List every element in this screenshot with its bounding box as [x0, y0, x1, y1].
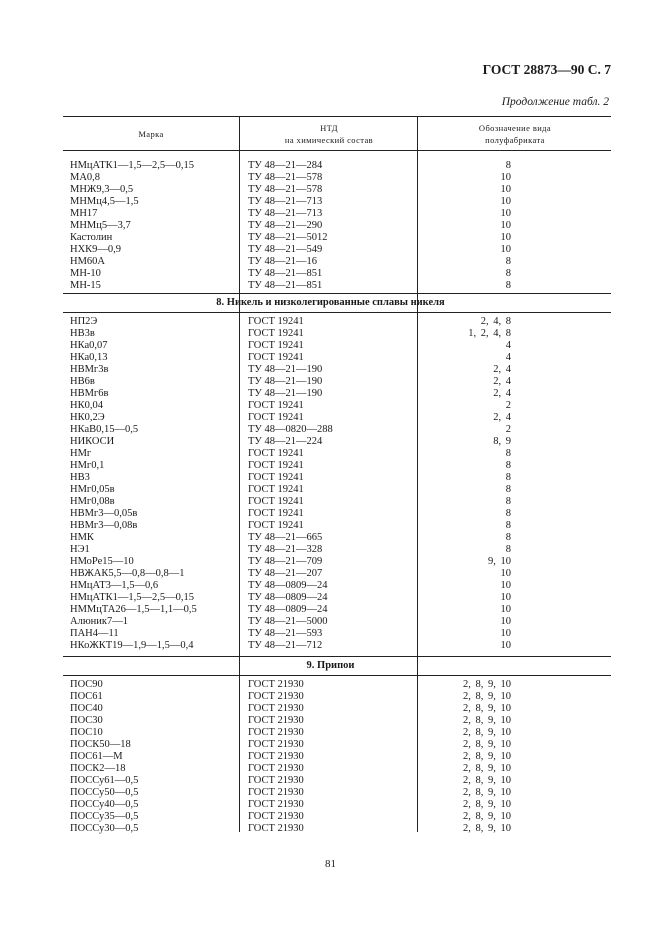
ntd-cell: ГОСТ 19241	[248, 400, 304, 411]
grade-cell: МНМц4,5—1,5	[70, 196, 139, 207]
grade-cell: ПОССу50—0,5	[70, 787, 139, 798]
table-row	[0, 508, 661, 520]
grade-cell: НМ60А	[70, 256, 106, 267]
table-row	[0, 280, 661, 292]
designation-cell: 8	[505, 268, 511, 279]
grade-cell: ПОССу40—0,5	[70, 799, 139, 810]
ntd-cell: ТУ 48—21—665	[248, 532, 323, 543]
designation-cell: 10	[500, 640, 511, 651]
ntd-cell: ГОСТ 19241	[248, 448, 304, 459]
ntd-cell: ТУ 48—21—190	[248, 364, 323, 375]
grade-cell: ПОС90	[70, 679, 103, 690]
table-row	[0, 376, 661, 388]
table-row	[0, 811, 661, 823]
designation-cell: 8	[505, 508, 511, 519]
table-row	[0, 472, 661, 484]
grade-cell: НМоРе15—10	[70, 556, 134, 567]
grade-cell: НМцАТ3—1,5—0,6	[70, 580, 159, 591]
grade-cell: НКа0,13	[70, 352, 108, 363]
grade-cell: ПОССу35—0,5	[70, 811, 139, 822]
designation-cell: 10	[500, 580, 511, 591]
designation-cell: 8	[505, 544, 511, 555]
ntd-cell: ТУ 48—21—224	[248, 436, 323, 447]
column-header-designation-line1: Обозначение вида	[478, 122, 552, 133]
designation-cell: 2, 8, 9, 10	[463, 679, 511, 690]
grade-cell: НМг0,05в	[70, 484, 115, 495]
designation-cell: 8	[505, 448, 511, 459]
grade-cell: ПОССу61—0,5	[70, 775, 139, 786]
ntd-cell: ТУ 48—21—713	[248, 196, 323, 207]
ntd-cell: ТУ 48—21—593	[248, 628, 323, 639]
ntd-cell: ТУ 48—21—578	[248, 172, 323, 183]
grade-cell: НВМг3—0,05в	[70, 508, 138, 519]
grade-cell: НМг0,08в	[70, 496, 115, 507]
table-row	[0, 751, 661, 763]
table-row	[0, 244, 661, 256]
ntd-cell: ТУ 48—21—549	[248, 244, 323, 255]
grade-cell: МА0,8	[70, 172, 101, 183]
designation-cell: 2, 8, 9, 10	[463, 691, 511, 702]
ntd-cell: ГОСТ 21930	[248, 715, 304, 726]
table-row	[0, 580, 661, 592]
table-header	[63, 116, 611, 151]
table-row	[0, 544, 661, 556]
designation-cell: 8	[505, 472, 511, 483]
ntd-cell: ГОСТ 19241	[248, 340, 304, 351]
table-row	[0, 412, 661, 424]
table-row	[0, 220, 661, 232]
ntd-cell: ГОСТ 19241	[248, 460, 304, 471]
ntd-cell: ГОСТ 21930	[248, 775, 304, 786]
ntd-cell: ГОСТ 19241	[248, 508, 304, 519]
ntd-cell: ГОСТ 21930	[248, 811, 304, 822]
section-divider-bottom	[63, 675, 611, 676]
grade-cell: НМг	[70, 448, 92, 459]
designation-cell: 1, 2, 4, 8	[468, 328, 511, 339]
grade-cell: НВМг3—0,08в	[70, 520, 138, 531]
designation-cell: 8, 9	[493, 436, 511, 447]
designation-cell: 8	[505, 280, 511, 291]
page-number: 81	[325, 858, 336, 870]
grade-cell: НМцАТК1—1,5—2,5—0,15	[70, 160, 194, 171]
grade-cell: НП2Э	[70, 316, 98, 327]
table-row	[0, 268, 661, 280]
table-row	[0, 616, 661, 628]
column-header-marka-text: Марка	[138, 128, 164, 139]
ntd-cell: ТУ 48—0809—24	[248, 604, 328, 615]
designation-cell: 2, 8, 9, 10	[463, 715, 511, 726]
grade-cell: МН17	[70, 208, 98, 219]
ntd-cell: ГОСТ 21930	[248, 739, 304, 750]
ntd-cell: ГОСТ 21930	[248, 763, 304, 774]
table-row	[0, 715, 661, 727]
ntd-cell: ТУ 48—21—207	[248, 568, 323, 579]
grade-cell: НВМг3в	[70, 364, 109, 375]
designation-cell: 8	[505, 484, 511, 495]
table-row	[0, 184, 661, 196]
designation-cell: 2, 8, 9, 10	[463, 751, 511, 762]
table-row	[0, 592, 661, 604]
table-row	[0, 568, 661, 580]
column-header-designation-line2: полуфабриката	[485, 134, 545, 145]
table-row	[0, 388, 661, 400]
grade-cell: ПОС61—М	[70, 751, 123, 762]
table-row	[0, 328, 661, 340]
grade-cell: НВ6в	[70, 376, 95, 387]
ntd-cell: ГОСТ 21930	[248, 751, 304, 762]
ntd-cell: ГОСТ 19241	[248, 352, 304, 363]
grade-cell: НХК9—0,9	[70, 244, 122, 255]
ntd-cell: ТУ 48—21—578	[248, 184, 323, 195]
table-row	[0, 532, 661, 544]
table-row	[0, 160, 661, 172]
ntd-cell: ТУ 48—21—851	[248, 280, 323, 291]
designation-cell: 2, 8, 9, 10	[463, 739, 511, 750]
grade-cell: НМг0,1	[70, 460, 105, 471]
designation-cell: 10	[500, 172, 511, 183]
ntd-cell: ГОСТ 19241	[248, 412, 304, 423]
ntd-cell: ГОСТ 21930	[248, 799, 304, 810]
grade-cell: НК0,2Э	[70, 412, 105, 423]
ntd-cell: ТУ 48—21—851	[248, 268, 323, 279]
designation-cell: 2, 8, 9, 10	[463, 727, 511, 738]
table-row	[0, 256, 661, 268]
grade-cell: МН-10	[70, 268, 101, 279]
table-row	[0, 679, 661, 691]
table-row	[0, 628, 661, 640]
designation-cell: 4	[505, 340, 511, 351]
table-row	[0, 340, 661, 352]
grade-cell: ПАН4—11	[70, 628, 119, 639]
table-row	[0, 172, 661, 184]
ntd-cell: ТУ 48—21—16	[248, 256, 317, 267]
designation-cell: 2, 8, 9, 10	[463, 799, 511, 810]
designation-cell: 10	[500, 568, 511, 579]
designation-cell: 2, 4	[493, 364, 511, 375]
grade-cell: НИКОСИ	[70, 436, 115, 447]
column-header-ntd-line2: на химический состав	[284, 134, 374, 145]
table-row	[0, 436, 661, 448]
ntd-cell: ГОСТ 19241	[248, 472, 304, 483]
ntd-cell: ГОСТ 19241	[248, 484, 304, 495]
column-header-marka	[63, 117, 239, 150]
grade-cell: НЭ1	[70, 544, 90, 555]
designation-cell: 2	[505, 400, 511, 411]
section-divider-top	[63, 293, 611, 294]
designation-cell: 10	[500, 628, 511, 639]
table-row	[0, 763, 661, 775]
designation-cell: 9, 10	[488, 556, 511, 567]
section-title-nickel: 8. Никель и низколегированные сплавы никеля	[216, 297, 445, 308]
table-row	[0, 496, 661, 508]
table-row	[0, 232, 661, 244]
designation-cell: 8	[505, 256, 511, 267]
designation-cell: 10	[500, 604, 511, 615]
page-header: ГОСТ 28873—90 С. 7	[482, 62, 611, 77]
table-row	[0, 364, 661, 376]
designation-cell: 10	[500, 232, 511, 243]
ntd-cell: ТУ 48—0809—24	[248, 580, 328, 591]
table-continuation-label: Продолжение табл. 2	[501, 96, 609, 108]
table-row	[0, 424, 661, 436]
grade-cell: МН-15	[70, 280, 101, 291]
designation-cell: 2, 8, 9, 10	[463, 823, 511, 834]
table-row	[0, 823, 661, 835]
ntd-cell: ТУ 48—21—713	[248, 208, 323, 219]
grade-cell: ПОС40	[70, 703, 103, 714]
ntd-cell: ГОСТ 21930	[248, 691, 304, 702]
grade-cell: НВ3	[70, 472, 90, 483]
table-row	[0, 484, 661, 496]
designation-cell: 10	[500, 184, 511, 195]
designation-cell: 2, 4, 8	[480, 316, 511, 327]
designation-cell: 2, 4	[493, 376, 511, 387]
table-row	[0, 196, 661, 208]
grade-cell: НВ3в	[70, 328, 95, 339]
grade-cell: ПОС61	[70, 691, 103, 702]
designation-cell: 8	[505, 520, 511, 531]
column-header-designation	[417, 117, 612, 150]
table-row	[0, 448, 661, 460]
ntd-cell: ТУ 48—21—328	[248, 544, 323, 555]
grade-cell: МНМц5—3,7	[70, 220, 131, 231]
ntd-cell: ГОСТ 21930	[248, 823, 304, 834]
table-row	[0, 703, 661, 715]
grade-cell: НК0,04	[70, 400, 103, 411]
column-header-ntd-line1: НТД	[320, 122, 338, 133]
grade-cell: Кастолин	[70, 232, 113, 243]
table-row	[0, 739, 661, 751]
designation-cell: 2, 8, 9, 10	[463, 763, 511, 774]
section-divider-top	[63, 656, 611, 657]
grade-cell: НКа0,07	[70, 340, 108, 351]
ntd-cell: ГОСТ 21930	[248, 727, 304, 738]
ntd-cell: ТУ 48—21—5000	[248, 616, 328, 627]
designation-cell: 8	[505, 496, 511, 507]
ntd-cell: ГОСТ 19241	[248, 316, 304, 327]
ntd-cell: ГОСТ 21930	[248, 703, 304, 714]
ntd-cell: ГОСТ 19241	[248, 328, 304, 339]
designation-cell: 8	[505, 460, 511, 471]
designation-cell: 2, 8, 9, 10	[463, 787, 511, 798]
grade-cell: НМцАТК1—1,5—2,5—0,15	[70, 592, 194, 603]
table-row	[0, 352, 661, 364]
designation-cell: 10	[500, 220, 511, 231]
grade-cell: ПОС10	[70, 727, 103, 738]
ntd-cell: ГОСТ 21930	[248, 679, 304, 690]
grade-cell: МНЖ9,3—0,5	[70, 184, 134, 195]
designation-cell: 2, 8, 9, 10	[463, 811, 511, 822]
ntd-cell: ТУ 48—21—190	[248, 388, 323, 399]
designation-cell: 10	[500, 592, 511, 603]
designation-cell: 10	[500, 208, 511, 219]
grade-cell: НКоЖКТ19—1,9—1,5—0,4	[70, 640, 194, 651]
designation-cell: 8	[505, 160, 511, 171]
ntd-cell: ТУ 48—21—712	[248, 640, 323, 651]
ntd-cell: ТУ 48—21—709	[248, 556, 323, 567]
designation-cell: 4	[505, 352, 511, 363]
ntd-cell: ГОСТ 19241	[248, 520, 304, 531]
table-row	[0, 775, 661, 787]
table-row	[0, 727, 661, 739]
table-row	[0, 208, 661, 220]
grade-cell: НММцТА26—1,5—1,1—0,5	[70, 604, 197, 615]
ntd-cell: ГОСТ 19241	[248, 496, 304, 507]
grade-cell: НВМг6в	[70, 388, 109, 399]
designation-cell: 8	[505, 532, 511, 543]
designation-cell: 10	[500, 616, 511, 627]
grade-cell: НВЖАК5,5—0,8—0,8—1	[70, 568, 185, 579]
designation-cell: 2, 4	[493, 388, 511, 399]
table-row	[0, 316, 661, 328]
grade-cell: ПОССу30—0,5	[70, 823, 139, 834]
grade-cell: ПОС30	[70, 715, 103, 726]
column-header-ntd	[239, 117, 418, 150]
ntd-cell: ТУ 48—0820—288	[248, 424, 333, 435]
table-row	[0, 460, 661, 472]
ntd-cell: ТУ 48—21—290	[248, 220, 323, 231]
grade-cell: НКаВ0,15—0,5	[70, 424, 139, 435]
grade-cell: НМК	[70, 532, 94, 543]
table-row	[0, 604, 661, 616]
section-title-solders: 9. Припои	[306, 660, 355, 671]
section-divider-bottom	[63, 312, 611, 313]
ntd-cell: ТУ 48—21—190	[248, 376, 323, 387]
designation-cell: 2, 8, 9, 10	[463, 775, 511, 786]
grade-cell: Алюник7—1	[70, 616, 129, 627]
grade-cell: ПОСК2—18	[70, 763, 126, 774]
table-row	[0, 787, 661, 799]
designation-cell: 2, 4	[493, 412, 511, 423]
designation-cell: 10	[500, 244, 511, 255]
designation-cell: 10	[500, 196, 511, 207]
table-row	[0, 640, 661, 652]
table-row	[0, 520, 661, 532]
table-row	[0, 400, 661, 412]
table-row	[0, 799, 661, 811]
designation-cell: 2	[505, 424, 511, 435]
ntd-cell: ТУ 48—0809—24	[248, 592, 328, 603]
table-row	[0, 556, 661, 568]
table-row	[0, 691, 661, 703]
ntd-cell: ТУ 48—21—5012	[248, 232, 328, 243]
ntd-cell: ТУ 48—21—284	[248, 160, 323, 171]
grade-cell: ПОСК50—18	[70, 739, 131, 750]
ntd-cell: ГОСТ 21930	[248, 787, 304, 798]
designation-cell: 2, 8, 9, 10	[463, 703, 511, 714]
